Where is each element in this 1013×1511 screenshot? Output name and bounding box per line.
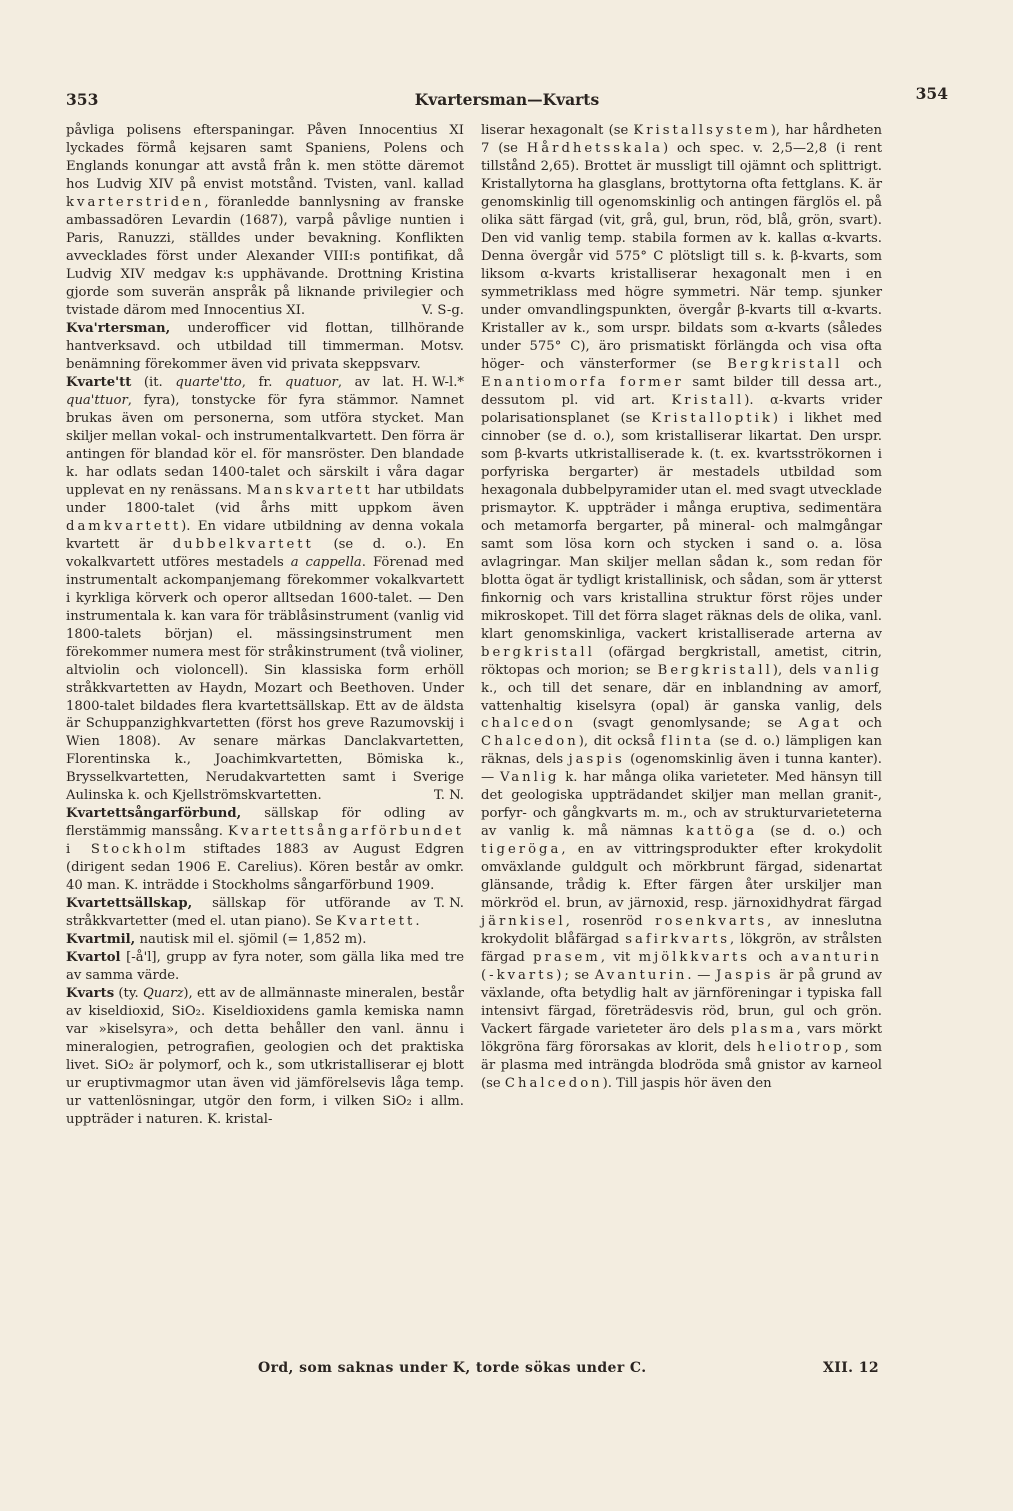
entry-kvartettsallskap: Kvartettsällskap, sällskap för utförande av stråkkvartetter (med el. utan piano). Se Kvartett. [66, 896, 426, 930]
headword: Kvartettsällskap, [66, 896, 193, 912]
entry-continuation: påvliga polisens efterspaningar. Påven Innocentius XI lyckades förmå kejsaren samt Spaniens, Polens och Englands konungar att avstå från k. men stötte däremot hos Ludvig XIV på envist motstånd. Tvisten, vanl. kallad kvarterstriden, föranledde bannlysning av franske ambassadören Levardin (1687), varpå påvlige nuntien i Paris, Ranuzzi, ställdes under bevakning. Konflikten avvecklades först under Alexander VIII:s pontifikat, då Ludvig XIV medgav k:s upphävande. Drottning Kristina gjorde som suverän anspråk på liknande privilegier och tvistade därom med Innocentius XI. V. S-g. [66, 123, 464, 318]
page-footer [258, 1360, 879, 1376]
entry-kvarts-continued: liserar hexagonalt (se Kristallsystem), har hårdheten 7 (se Hårdhetsskala) och spec. v. 2,5—2,8 (i rent tillstånd 2,65). Brottet är mussligt till ojämnt och splittrigt. Kristallytorna ha glasglans, brottytorna ofta fettglans. K. är genomskinlig till ogenomskinlig och antingen färglös el. på olika sätt färgad (vit, grå, gul, brun, röd, blå, grön, svart). Den vid vanlig temp. stabila formen av k. kallas α-kvarts. Denna övergår vid 575° C plötsligt till s. k. β-kvarts, som liksom α-kvarts kristalliserar hexagonalt men i en symmetriklass med högre symmetri. När temp. sjunker under omvandlingspunkten, övergår β-kvarts till α-kvarts. Kristaller av k., som urspr. bildats som α-kvarts (således under 575° C), äro prismatiskt förlängda och visa ofta höger- och vänsterformer (se Bergkristall och Enantiomorfa former samt bilder till dessa art., dessutom pl. vid art. Kristall). α-kvarts vrider polarisationsplanet (se Kristalloptik) i likhet med cinnober (se d. o.), som kristalliserar likartat. Den urspr. som β-kvarts utkristalliserade k. (t. ex. kvartsströkornen i porfyriska bergarter) är mestadels utbildad som hexagonala dubbelpyramider utan el. med svagt utvecklade prismaytor. K. uppträder i många eruptiva, sedimentära och metamorfa bergarter, på mineral- och malmgångar samt som lösa korn och stycken i sand o. a. lösa avlagringar. Man skiljer mellan sådan k., som redan för blotta ögat är tydligt kristallinisk, och sådan, som är ytterst finkornig och vars kristallina struktur först röjes under mikroskopet. Till det förra slaget räknas dels de olika, vanl. klart genomskinliga, vackert kristalliserade arterna av bergkristall (ofärgad bergkristall, ametist, citrin, röktopas och morion; se Bergkristall), dels vanlig k., och till det senare, där en inblandning av amorf, vattenhaltig kiselsyra (opal) är ganska vanlig, dels chalcedon (svagt genomlysande; se Agat och Chalcedon), dit också flinta (se d. o.) lämpligen kan räknas, dels jaspis (ogenomskinlig även i tunna kanter). — Vanlig k. har många olika varieteter. Med hänsyn till det geologiska uppträdandet skiljer man mellan granit-, porfyr- och gångkvarts m. m., och av strukturvarieteterna av vanlig k. må nämnas kattöga (se d. o.) och tigeröga, en av vittringsprodukter efter krokydolit omväxlande guldgult och mörkbrunt färgad, sidenartat glänsande, trådig k. Efter färgen åter urskiljer man mörkröd el. brun, av järnoxid, resp. järnoxidhydrat färgad järnkisel, rosenröd rosenkvarts, av inneslutna krokydolit blåfärgad safirkvarts, lökgrön, av strålsten färgad prasem, vit mjölkkvarts och avanturin (-kvarts); se Avanturin. — Jaspis är på grund av växlande, ofta betydlig halt av järnföreningar i typiska fall intensivt färgad, företrädesvis röd, brun, gul och grön. Vackert färgade varieteter äro dels plasma, vars mörkt lökgröna färg förorsakas av klorit, dels heliotrop, som är plasma med inträngda blodröda små gnistor av karneol (se Chalcedon). Till jaspis hör även den [481, 123, 883, 1092]
running-title: Kvartersman—Kvarts [414, 90, 600, 109]
entry-kvartettsangarforbund: Kvartettsångarförbund, sällskap för odling av flerstämmig manssång. Kvartettsångarförbundet i Stockholm stiftades 1883 av August Edgren (dirigent sedan 1906 E. Carelius). Kören består av omkr. 40 man. K. inträdde i Stockholms sångarförbund 1909. T. N. [66, 806, 465, 912]
headword: Kvartettsångarförbund, [66, 806, 242, 822]
right-column [481, 122, 882, 1093]
entry-kvartol: Kvartol [-å'l], grupp av fyra noter, som gälla lika med tre av samma värde. [66, 950, 464, 984]
entry-kvartmil: Kvartmil, nautisk mil el. sjömil (= 1,852 m). [66, 932, 367, 948]
volume-marker: XII. 12 [823, 1360, 879, 1376]
headword: Kvarte'tt [66, 374, 132, 390]
headword: Kvartol [66, 950, 121, 966]
author-signature: T. N. [433, 896, 464, 912]
page-number-left: 353 [66, 90, 99, 109]
headword: Kva'rtersman, [66, 320, 171, 336]
author-signature: H. W-l.* [412, 374, 464, 390]
entry-kvartett: Kvarte'tt (it. quarte'tto, fr. quatuor, av lat. qua'ttuor, fyra), tonstycke för fyra stämmor. Namnet brukas även om personerna, som utföra stycket. Man skiljer mellan vokal- och instrumentalkvartett. Den förra är antingen för blandad kör el. för mansröster. Den blandade k. har odlats sedan 1400-talet och särskilt i våra dagar upplevat en ny renässans. Manskvartett har utbildats under 1800-talet (vid århs mitt uppkom även damkvartett). En vidare utbildning av denna vokala kvartett är dubbelkvartett (se d. o.). En vokalkvartett utföres mestadels a cappella. Förenad med instrumentalt ackompanjemang förekommer vokalkvartett i kyrkliga körverk och operor alltsedan 1600-talet. — Den instrumentala k. kan vara för träblåsinstrument (vanlig vid 1800-talets början) el. mässingsinstrument men förekommer numera mest för stråkinstrument (två violiner, altviolin och violoncell). Sin klassiska form erhöll stråkkvartetten av Haydn, Mozart och Beethoven. Under 1800-talet bildades flera kvartettsällskap. Ett av de äldsta är Schuppanzighkvartetten (först hos greve Razumovskij i Wien 1808). Av senare märkas Danclakvartetten, Florentinska k., Joachimkvartetten, Bömiska k., Brysselkvartetten, Nerudakvartetten samt i Sverige Aulinska k. och Kjellströmskvartetten. T. N. [66, 374, 464, 804]
entry-kvarts: Kvarts (ty. Quarz), ett av de allmännaste mineralen, består av kiseldioxid, SiO₂. Kiseldioxidens gamla kemiska namn var »kiselsyra», och detta behåller den vanl. ännu i mineralogien, petrografien, geologien och det praktiska livet. SiO₂ är polymorf, och k., som utkristalliserar ej blott ur eruptivmagmor utan även vid jämförelsevis låga temp. ur vattenlösningar, utgör den form, i vilken SiO₂ i allm. uppträder i naturen. K. kristal- [66, 986, 464, 1128]
entry-kvartersman: Kva'rtersman, underofficer vid flottan, tillhörande hantverksavd. och utbildad till timmerman. Motsv. benämning förekommer även vid privata skeppsvarv. H. W-l.* [66, 320, 464, 390]
running-header [66, 84, 948, 114]
author-signature: V. S-g. [421, 302, 464, 318]
headword: Kvarts [66, 986, 115, 1002]
page-number-right: 354 [915, 84, 948, 103]
left-column [66, 122, 464, 1129]
author-signature: T. N. [433, 788, 464, 804]
footer-note: Ord, som saknas under K, torde sökas under C. [258, 1360, 647, 1376]
headword: Kvartmil, [66, 932, 136, 948]
